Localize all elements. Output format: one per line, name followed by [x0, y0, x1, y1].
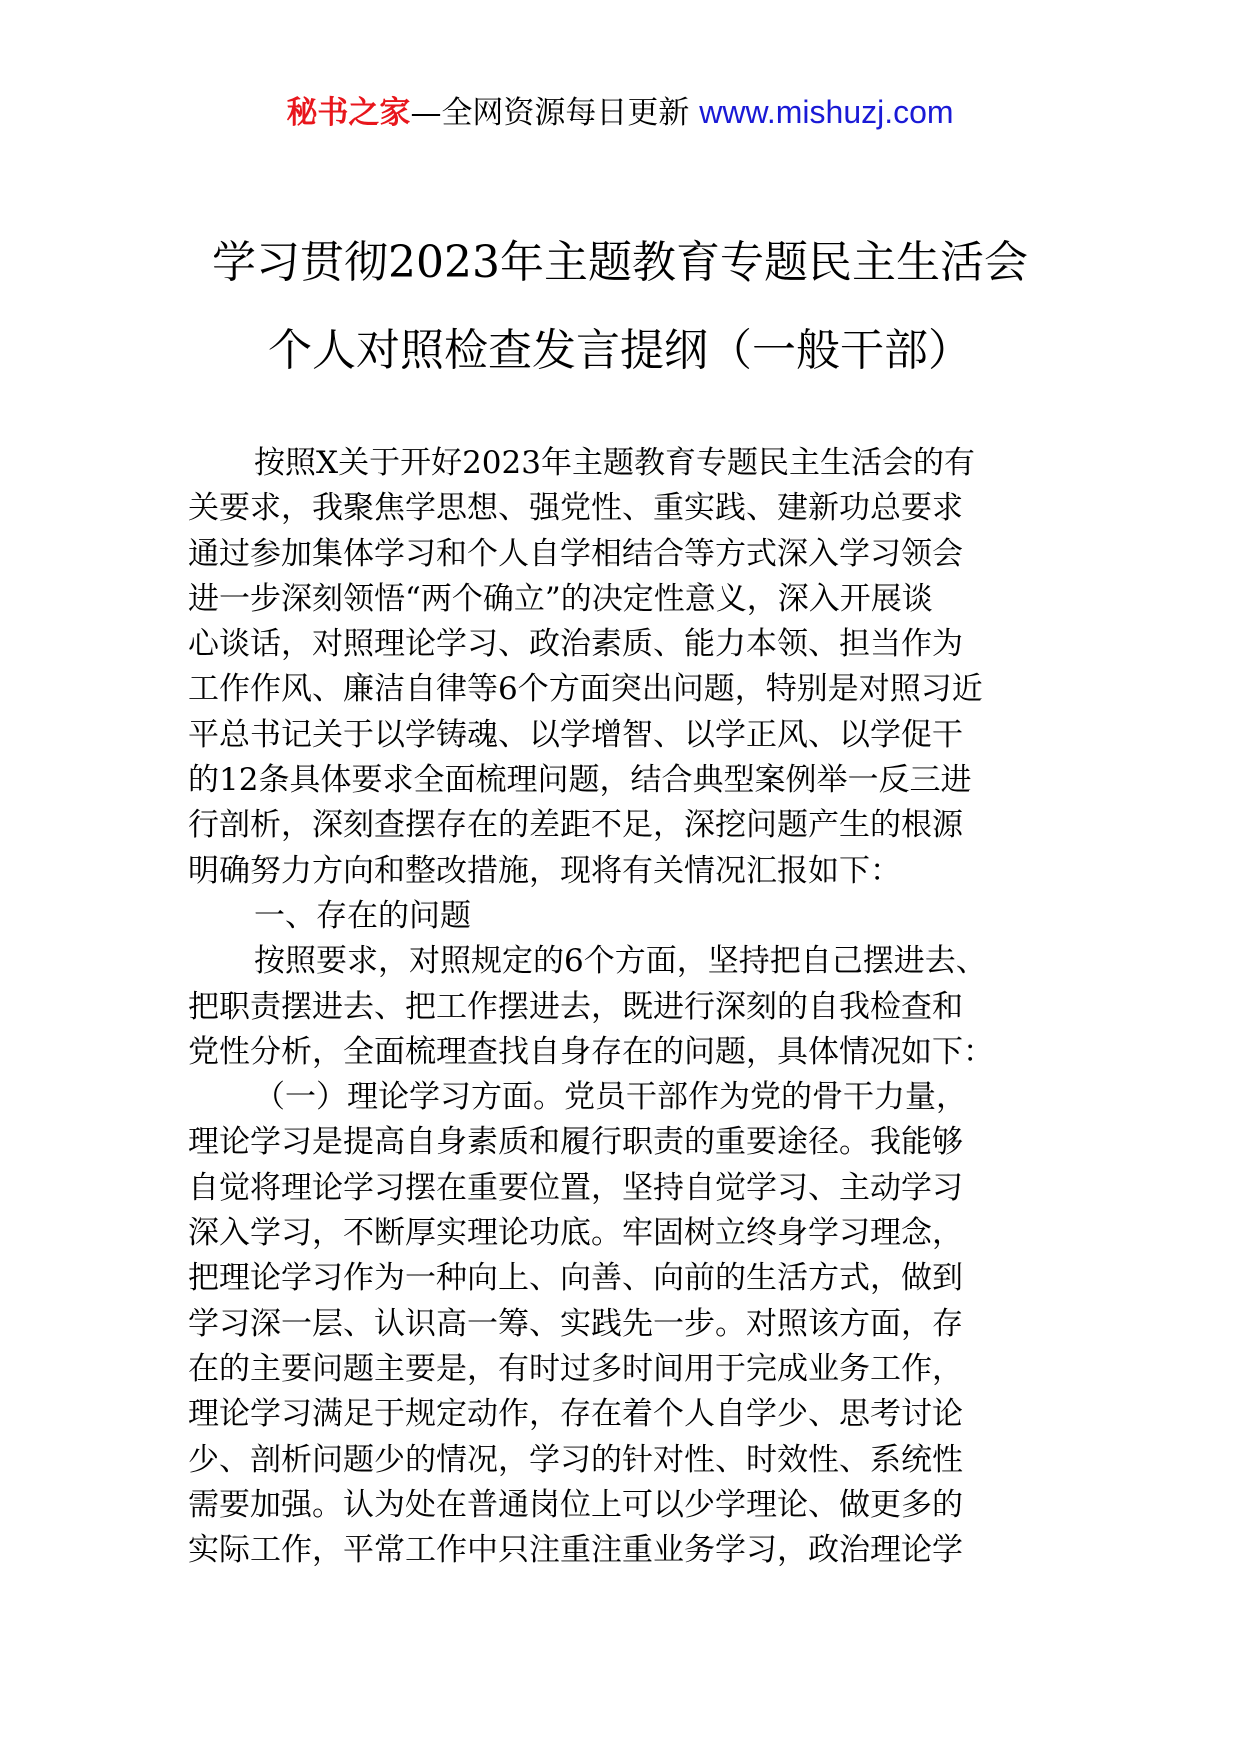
body-line: 需要加强。认为处在普通岗位上可以少学理论、做更多的 [188, 1486, 963, 1523]
body-line: 自觉将理论学习摆在重要位置，坚持自觉学习、主动学习 [188, 1169, 963, 1206]
section-heading: 一、存在的问题 [254, 897, 471, 934]
subsection-heading: （一）理论学习方面。党员干部作为党的骨干力量， [254, 1079, 967, 1116]
body-line: 明确努力方向和整改措施，现将有关情况汇报如下： [188, 852, 901, 889]
body-line: 少、剖析问题少的情况，学习的针对性、时效性、系统性 [188, 1441, 963, 1478]
site-url[interactable]: www.mishuzj.com [699, 94, 954, 130]
body-line: 按照X关于开好2023年主题教育专题民主生活会的有 [254, 445, 975, 481]
body-line: 学习深一层、认识高一筹、实践先一步。对照该方面，存 [188, 1305, 963, 1342]
body-line: 平总书记关于以学铸魂、以学增智、以学正风、以学促干 [188, 716, 963, 753]
body-line: 工作作风、廉洁自律等6个方面突出问题，特别是对照习近 [188, 671, 983, 708]
body-line: 党性分析，全面梳理查找自身存在的问题，具体情况如下： [188, 1033, 994, 1070]
body-line: 心谈话，对照理论学习、政治素质、能力本领、担当作为 [188, 626, 963, 663]
body-line: 通过参加集体学习和个人自学相结合等方式深入学习领会 [188, 535, 963, 572]
body-line: 的12条具体要求全面梳理问题，结合典型案例举一反三进 [188, 762, 972, 799]
site-slogan: —全网资源每日更新 [410, 95, 700, 131]
body-line: 理论学习满足于规定动作，存在着个人自学少、思考讨论 [188, 1396, 963, 1433]
body-line: 实际工作，平常工作中只注重注重业务学习，政治理论学 [188, 1532, 963, 1569]
body-line: 把职责摆进去、把工作摆进去，既进行深刻的自我检查和 [188, 988, 963, 1025]
body-line: 行剖析，深刻查摆存在的差距不足，深挖问题产生的根源 [188, 807, 963, 844]
body-line: 进一步深刻领悟“两个确立”的决定性意义，深入开展谈 [188, 580, 933, 617]
body-line: 把理论学习作为一种向上、向善、向前的生活方式，做到 [188, 1260, 963, 1297]
document-title-line-2: 个人对照检查发言提纲（一般干部） [268, 325, 972, 376]
site-header [0, 92, 1240, 133]
body-line: 关要求，我聚焦学思想、强党性、重实践、建新功总要求 [188, 490, 963, 527]
document-body [188, 441, 1052, 1573]
body-line: 在的主要问题主要是，有时过多时间用于完成业务工作， [188, 1350, 963, 1387]
body-line: 深入学习，不断厚实理论功底。牢固树立终身学习理念， [188, 1215, 963, 1252]
body-line: 按照要求，对照规定的6个方面，坚持把自己摆进去、 [254, 943, 987, 980]
body-line: 理论学习是提高自身素质和履行职责的重要途径。我能够 [188, 1124, 963, 1161]
document-title-line-1: 学习贯彻2023年主题教育专题民主生活会 [212, 237, 1028, 288]
brand-name: 秘书之家 [286, 95, 411, 131]
